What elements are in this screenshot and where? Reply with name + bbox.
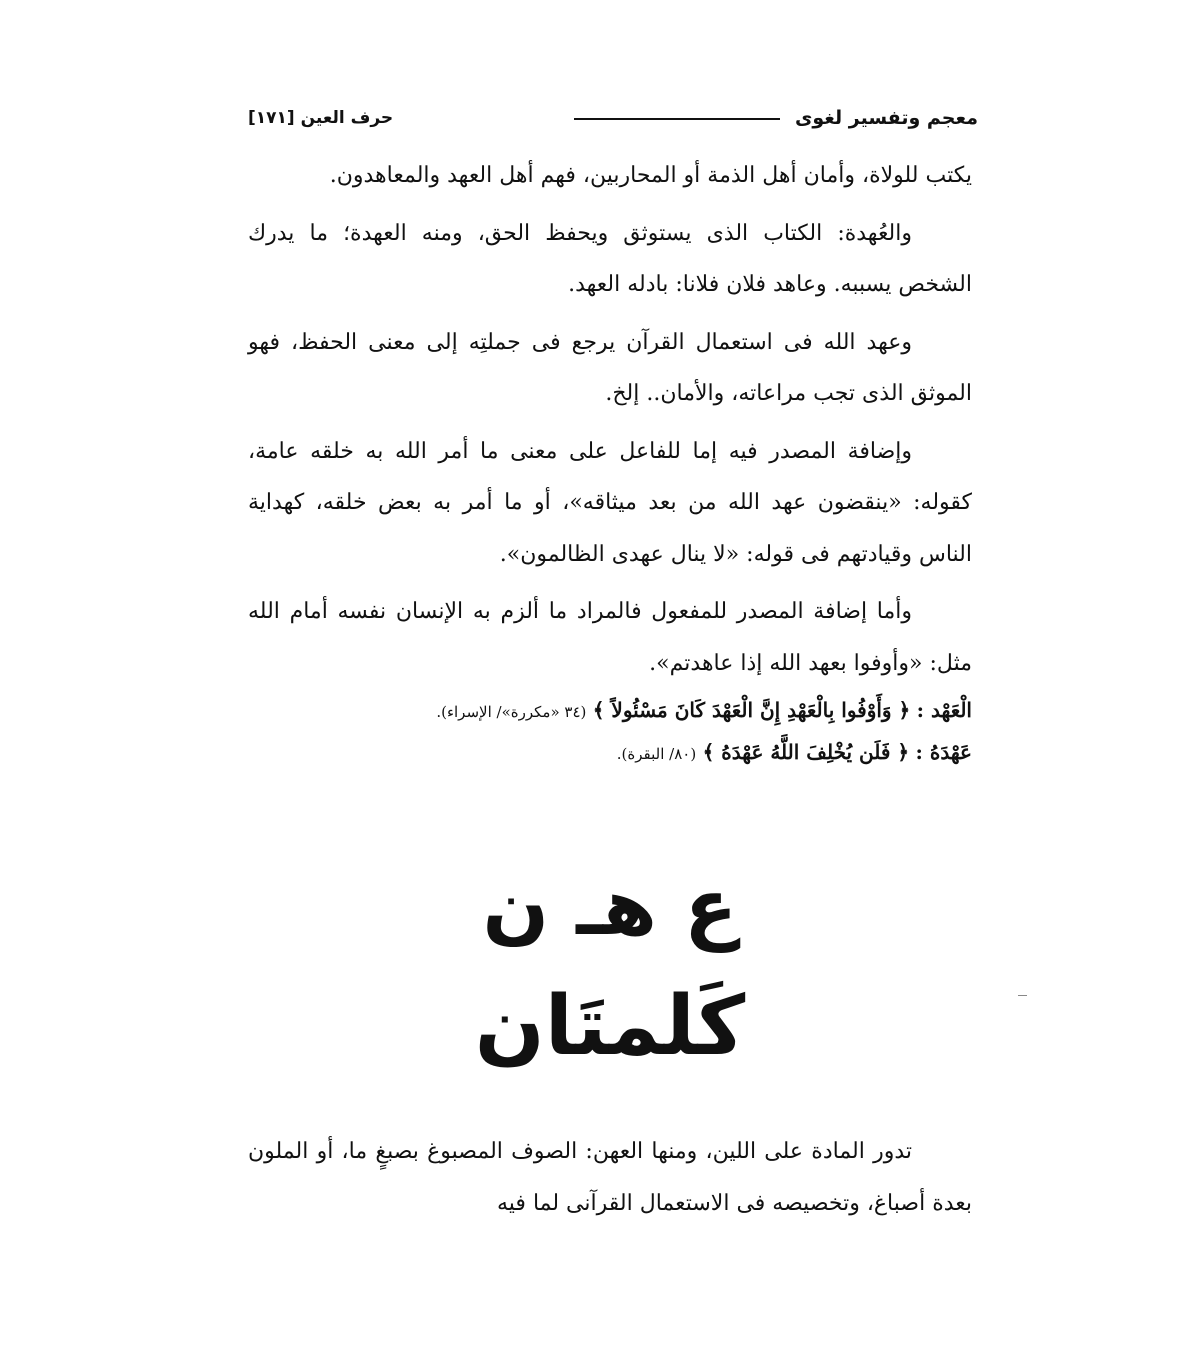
citation-reference: (٨٠/ البقرة).	[616, 745, 697, 763]
section-and-page-number: حرف العين [١٧١]	[248, 108, 394, 128]
paragraph: وأما إضافة المصدر للمفعول فالمراد ما ألزم به الإنسان نفسه أمام الله مثل: «وأوفوا بعهد الله إذا عاهدتم».	[248, 599, 972, 676]
main-text	[248, 150, 972, 773]
citation-word: عَهْدَهُ :	[915, 740, 972, 764]
citation-word: الْعَهْد :	[916, 698, 972, 722]
quran-citation	[248, 731, 972, 773]
citation-reference: (٣٤ «مكررة»/ الإسراء).	[436, 703, 587, 721]
word-count-heading: كَلمتَان	[474, 979, 746, 1074]
header-rule	[574, 118, 780, 120]
citation-verse: ﴿ فَلَن يُخْلِفَ اللَّهُ عَهْدَهُ ﴾	[702, 740, 910, 764]
scan-mark	[1018, 995, 1027, 996]
quran-citation	[248, 689, 972, 731]
citation-verse: ﴿ وَأَوْفُوا بِالْعَهْدِ إِنَّ الْعَهْدَ كَانَ مَسْئُولاً ﴾	[592, 698, 911, 722]
paragraph: يكتب للولاة، وأمان أهل الذمة أو المحاربين، فهم أهل العهد والمعاهدون.	[329, 163, 972, 188]
closing-text	[248, 1126, 972, 1229]
root-heading: ع هـ ن	[482, 863, 738, 953]
paragraph: تدور المادة على اللين، ومنها العهن: الصوف المصبوغ بصبغٍ ما، أو الملون بعدة أصباغ، وتخصيصه فى الاستعمال القرآنى لما فيه	[248, 1139, 972, 1216]
running-header	[248, 104, 978, 138]
book-title: معجم وتفسير لغوى	[794, 107, 978, 129]
paragraph: وإضافة المصدر فيه إما للفاعل على معنى ما أمر الله به خلقه عامة، كقوله: «ينقضون عهد الله من بعد ميثاقه»، أو ما أمر به بعض خلقه، كهداية الناس وقيادتهم فى قوله: «لا ينال عهدى الظالمون».	[248, 438, 972, 567]
paragraph: وعهد الله فى استعمال القرآن يرجع فى جملتِه إلى معنى الحفظ، فهو الموثق الذى تجب مراعاته، والأمان.. إلخ.	[248, 329, 972, 406]
paragraph: والعُهدة: الكتاب الذى يستوثق ويحفظ الحق، ومنه العهدة؛ ما يدرك الشخص يسببه. وعاهد فلان فلانا: بادله العهد.	[248, 220, 972, 297]
